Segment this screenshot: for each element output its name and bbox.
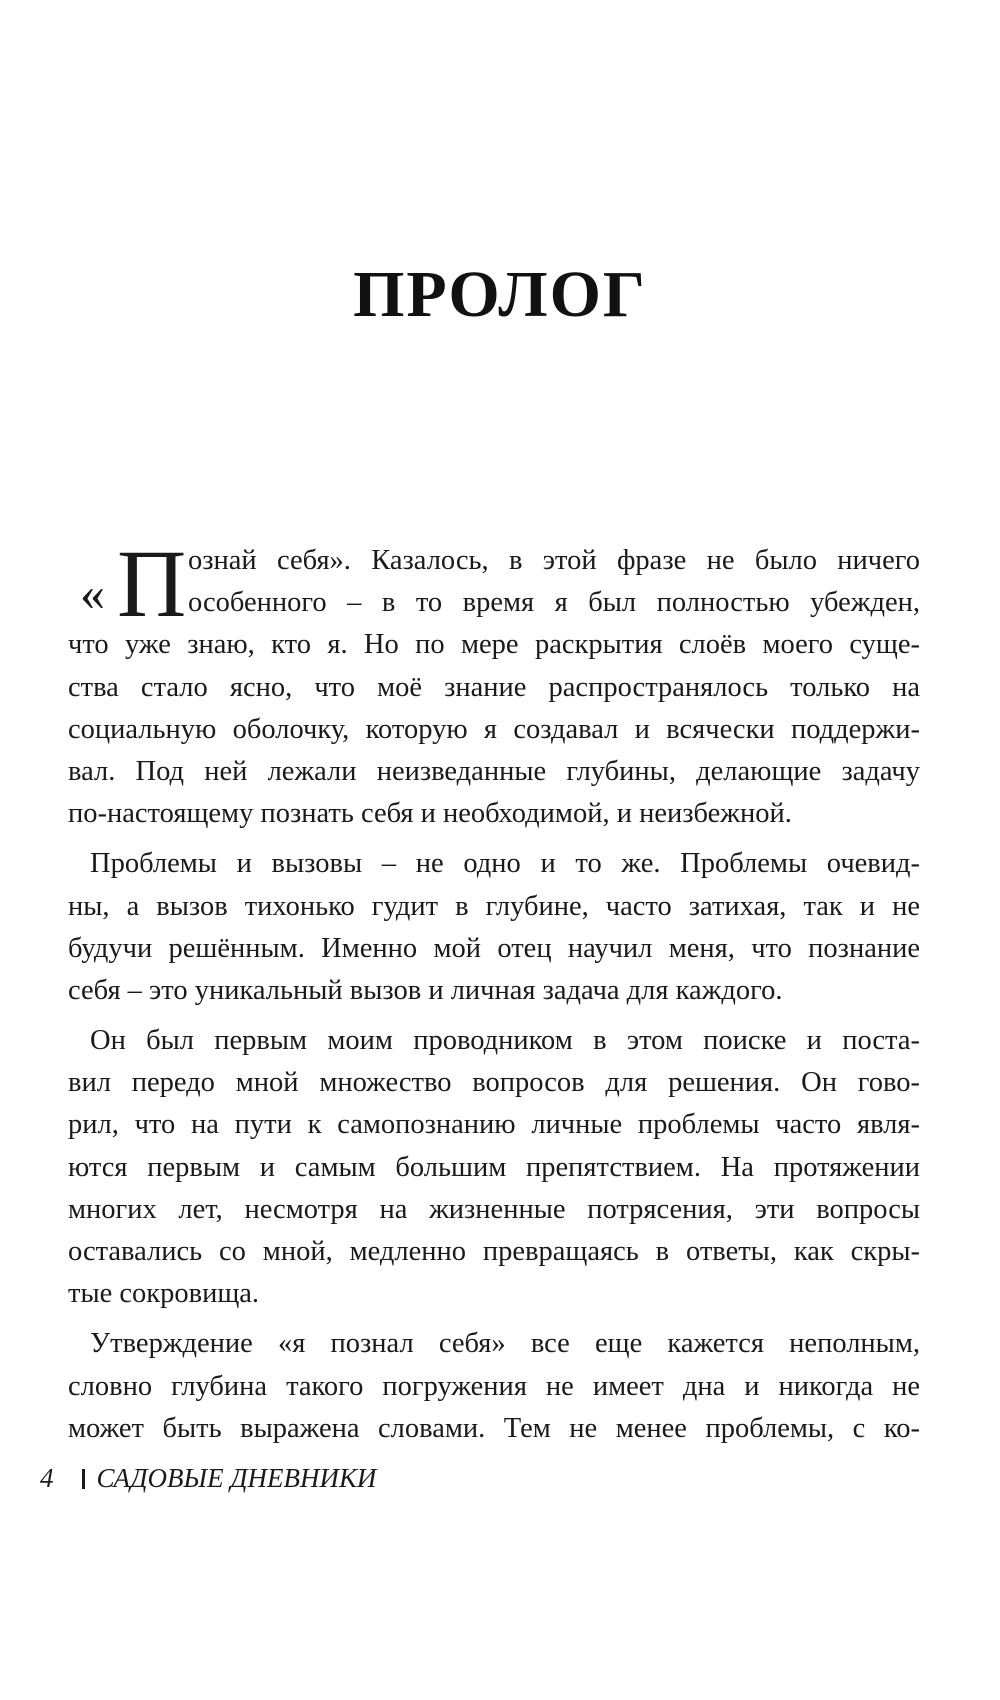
footer-separator <box>82 1469 85 1489</box>
text-line: оставались со мной, медленно превращаясь в ответы, как скры- <box>68 1236 920 1267</box>
page-number: 4 <box>40 1463 54 1493</box>
text-line: социальную оболочку, которую я создавал и всячески поддержи- <box>68 713 920 745</box>
paragraph-2 <box>68 843 920 1012</box>
chapter-title: ПРОЛОГ <box>353 258 647 331</box>
drop-cap: П <box>117 530 187 637</box>
book-title: САДОВЫЕ ДНЕВНИКИ <box>96 1463 377 1493</box>
paragraph-4 <box>68 1323 920 1450</box>
text-line: Он был первым моим проводником в этом поиске и поста- <box>90 1025 920 1057</box>
text-line: Утверждение «я познал себя» все еще кажется неполным, <box>90 1328 920 1360</box>
text-line: рил, что на пути к самопознанию личные проблемы часто явля- <box>68 1109 920 1141</box>
paragraph-1 <box>68 530 920 835</box>
text-line: ются первым и самым большим препятствием. На протяжении <box>68 1151 920 1183</box>
text-line: вал. Под ней лежали неизведанные глубины, делающие задачу <box>68 755 920 787</box>
opening-quote-mark: « <box>80 565 105 621</box>
running-footer <box>40 1465 376 1492</box>
text-line: ознай себя». Казалось, в этой фразе не было ничего <box>188 545 920 576</box>
text-line: может быть выражена словами. Тем не менее проблемы, с ко- <box>68 1412 920 1444</box>
text-line: Проблемы и вызовы – не одно и то же. Проблемы очевид- <box>90 848 920 880</box>
text-line: себя – это уникальный вызов и личная задача для каждого. <box>68 974 783 1006</box>
text-line: ны, а вызов тихонько гудит в глубине, часто затихая, так и не <box>68 890 920 922</box>
text-line: многих лет, несмотря на жизненные потрясения, эти вопросы <box>68 1193 920 1225</box>
text-line: будучи решённым. Именно мой отец научил меня, что познание <box>68 932 920 964</box>
text-line: словно глубина такого погружения не имеет дна и никогда не <box>68 1370 920 1402</box>
paragraph-3 <box>68 1020 920 1315</box>
text-line: что уже знаю, кто я. Но по мере раскрытия слоёв моего суще- <box>68 629 920 661</box>
body-text <box>68 530 920 1450</box>
text-line: тые сокровища. <box>68 1278 260 1310</box>
text-line: по-настоящему познать себя и необходимой, и неизбежной. <box>68 798 792 830</box>
text-line: ства стало ясно, что моё знание распространялось только на <box>68 671 920 703</box>
text-line: особенного – в то время я был полностью убежден, <box>188 587 920 619</box>
text-line: вил передо мной множество вопросов для решения. Он гово- <box>68 1067 920 1099</box>
